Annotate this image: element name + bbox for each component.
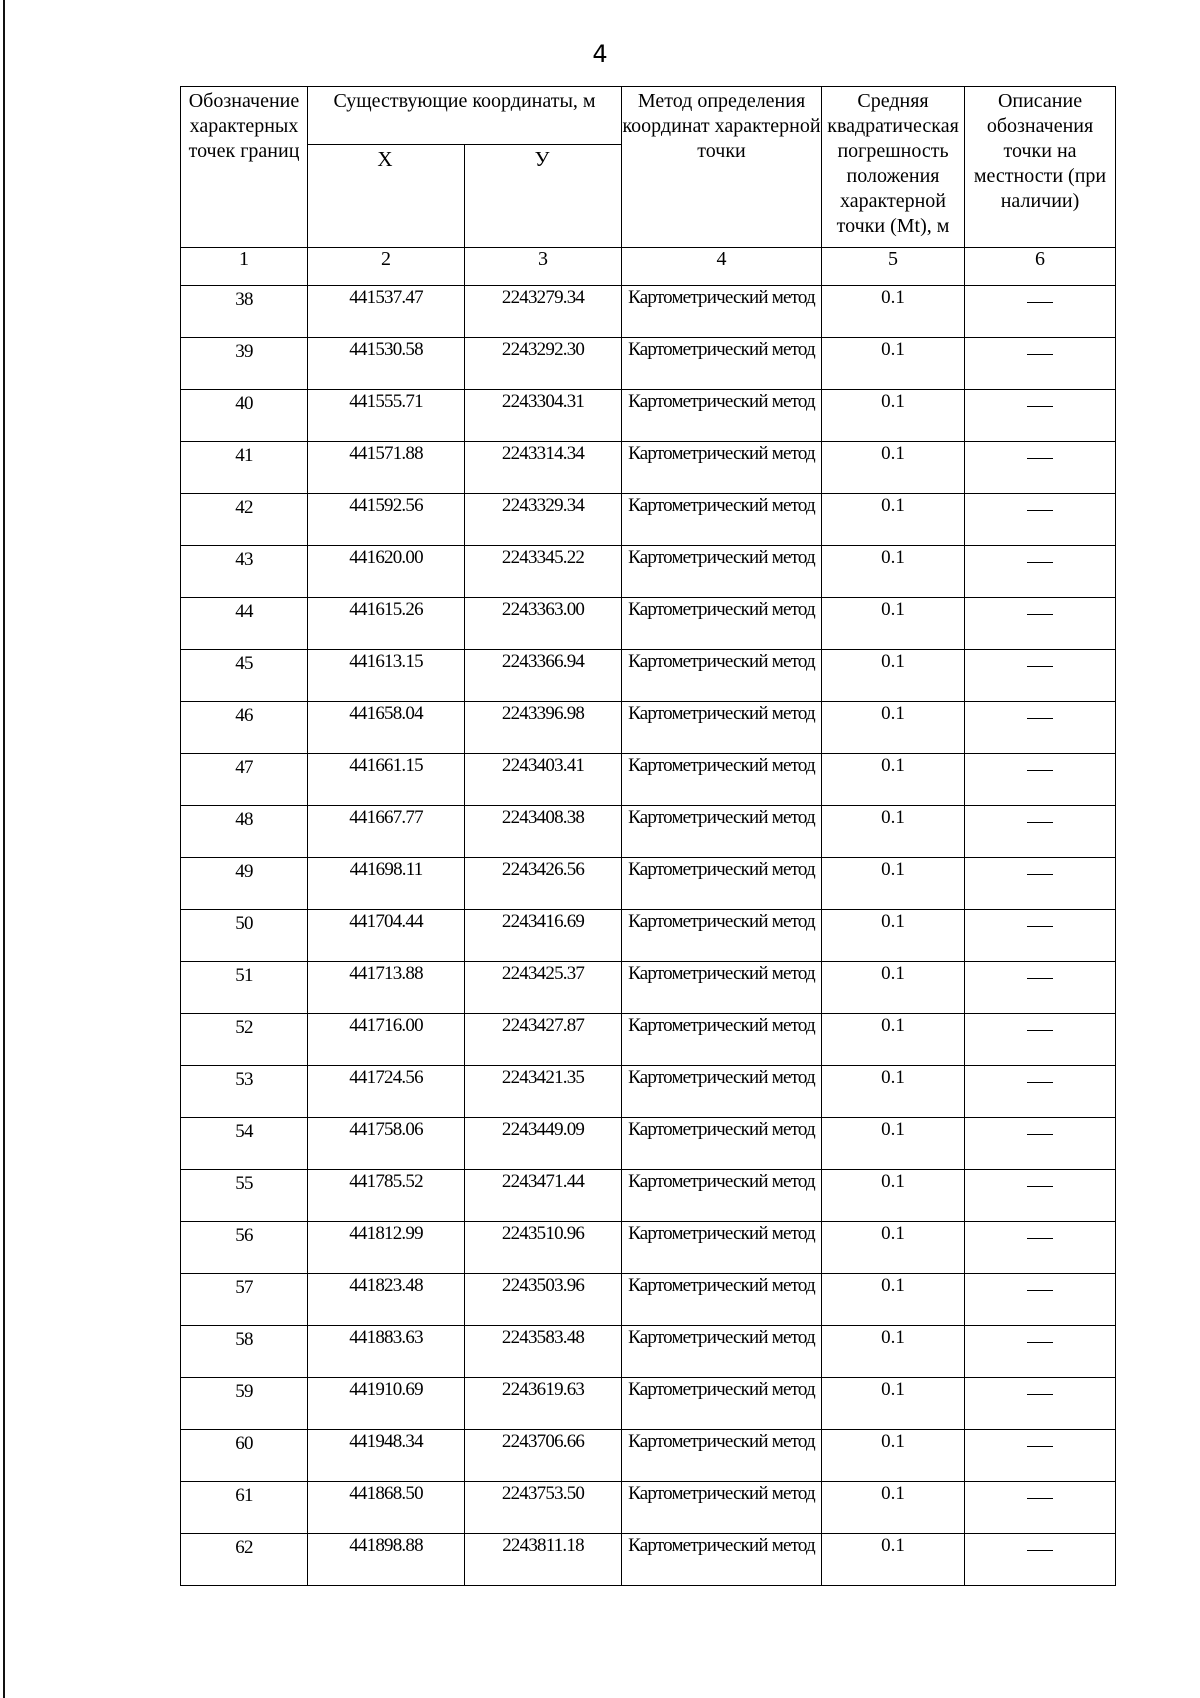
- dash-mark: [1027, 1342, 1053, 1343]
- dash-mark: [1027, 1498, 1053, 1499]
- dash-mark: [1027, 1134, 1053, 1135]
- description-cell: [965, 286, 1116, 338]
- point-number-cell: 50: [181, 910, 308, 962]
- y-coordinate-cell: 2243583.48: [465, 1326, 622, 1378]
- y-coordinate-cell: 2243427.87: [465, 1014, 622, 1066]
- point-number-cell: 62: [181, 1534, 308, 1586]
- table-row: [181, 754, 1116, 806]
- table-row: [181, 1482, 1116, 1534]
- y-coordinate-cell: 2243421.35: [465, 1066, 622, 1118]
- table-row: [181, 1222, 1116, 1274]
- method-cell: Картометрический метод: [622, 754, 822, 806]
- dash-mark: [1027, 666, 1053, 667]
- x-coordinate-cell: 441571.88: [308, 442, 465, 494]
- point-number-cell: 44: [181, 598, 308, 650]
- description-cell: [965, 1534, 1116, 1586]
- column-number: 2: [308, 248, 465, 286]
- dash-mark: [1027, 822, 1053, 823]
- dash-mark: [1027, 614, 1053, 615]
- table-row: [181, 1326, 1116, 1378]
- description-cell: [965, 598, 1116, 650]
- method-cell: Картометрический метод: [622, 910, 822, 962]
- binding-margin-line: [3, 0, 5, 1698]
- mt-cell: 0.1: [822, 702, 965, 754]
- x-coordinate-cell: 441898.88: [308, 1534, 465, 1586]
- method-cell: Картометрический метод: [622, 650, 822, 702]
- y-coordinate-cell: 2243304.31: [465, 390, 622, 442]
- x-coordinate-cell: 441724.56: [308, 1066, 465, 1118]
- method-cell: Картометрический метод: [622, 494, 822, 546]
- point-number-cell: 42: [181, 494, 308, 546]
- table-row: [181, 546, 1116, 598]
- description-cell: [965, 910, 1116, 962]
- point-number-cell: 52: [181, 1014, 308, 1066]
- y-coordinate-cell: 2243510.96: [465, 1222, 622, 1274]
- y-coordinate-cell: 2243363.00: [465, 598, 622, 650]
- x-coordinate-cell: 441823.48: [308, 1274, 465, 1326]
- dash-mark: [1027, 1238, 1053, 1239]
- mt-cell: 0.1: [822, 1014, 965, 1066]
- point-number-cell: 51: [181, 962, 308, 1014]
- point-number-cell: 53: [181, 1066, 308, 1118]
- method-cell: Картометрический метод: [622, 442, 822, 494]
- table-row: [181, 286, 1116, 338]
- column-number: 3: [465, 248, 622, 286]
- dash-mark: [1027, 1550, 1053, 1551]
- point-number-cell: 41: [181, 442, 308, 494]
- mt-cell: 0.1: [822, 1378, 965, 1430]
- point-number-cell: 57: [181, 1274, 308, 1326]
- description-cell: [965, 338, 1116, 390]
- y-coordinate-cell: 2243425.37: [465, 962, 622, 1014]
- mt-cell: 0.1: [822, 910, 965, 962]
- column-number: 5: [822, 248, 965, 286]
- dash-mark: [1027, 1030, 1053, 1031]
- method-cell: Картометрический метод: [622, 1066, 822, 1118]
- mt-cell: 0.1: [822, 546, 965, 598]
- mt-cell: 0.1: [822, 442, 965, 494]
- x-coordinate-cell: 441948.34: [308, 1430, 465, 1482]
- dash-mark: [1027, 562, 1053, 563]
- mt-cell: 0.1: [822, 1326, 965, 1378]
- method-cell: Картометрический метод: [622, 1170, 822, 1222]
- description-cell: [965, 806, 1116, 858]
- table-row: [181, 1274, 1116, 1326]
- table-row: [181, 494, 1116, 546]
- table-row: [181, 650, 1116, 702]
- column-number-row: [181, 248, 1116, 286]
- point-number-cell: 47: [181, 754, 308, 806]
- method-cell: Картометрический метод: [622, 1274, 822, 1326]
- header-mean-square-error: Средняя квадратическая погрешность положения характерной точки (Mt), м: [822, 87, 965, 248]
- y-coordinate-cell: 2243706.66: [465, 1430, 622, 1482]
- x-coordinate-cell: 441615.26: [308, 598, 465, 650]
- table-row: [181, 442, 1116, 494]
- x-coordinate-cell: 441758.06: [308, 1118, 465, 1170]
- point-number-cell: 46: [181, 702, 308, 754]
- y-coordinate-cell: 2243329.34: [465, 494, 622, 546]
- table-body: [181, 286, 1116, 1586]
- table-row: [181, 1430, 1116, 1482]
- mt-cell: 0.1: [822, 1482, 965, 1534]
- description-cell: [965, 390, 1116, 442]
- method-cell: Картометрический метод: [622, 338, 822, 390]
- x-coordinate-cell: 441716.00: [308, 1014, 465, 1066]
- x-coordinate-cell: 441812.99: [308, 1222, 465, 1274]
- table-row: [181, 1066, 1116, 1118]
- dash-mark: [1027, 978, 1053, 979]
- mt-cell: 0.1: [822, 390, 965, 442]
- method-cell: Картометрический метод: [622, 1118, 822, 1170]
- y-coordinate-cell: 2243811.18: [465, 1534, 622, 1586]
- mt-cell: 0.1: [822, 806, 965, 858]
- y-coordinate-cell: 2243619.63: [465, 1378, 622, 1430]
- table-row: [181, 962, 1116, 1014]
- x-coordinate-cell: 441537.47: [308, 286, 465, 338]
- description-cell: [965, 1014, 1116, 1066]
- table-row: [181, 1378, 1116, 1430]
- x-coordinate-cell: 441785.52: [308, 1170, 465, 1222]
- table-row: [181, 702, 1116, 754]
- description-cell: [965, 650, 1116, 702]
- description-cell: [965, 1170, 1116, 1222]
- mt-cell: 0.1: [822, 338, 965, 390]
- dash-mark: [1027, 354, 1053, 355]
- method-cell: Картометрический метод: [622, 806, 822, 858]
- method-cell: Картометрический метод: [622, 1482, 822, 1534]
- x-coordinate-cell: 441698.11: [308, 858, 465, 910]
- x-coordinate-cell: 441620.00: [308, 546, 465, 598]
- y-coordinate-cell: 2243345.22: [465, 546, 622, 598]
- dash-mark: [1027, 926, 1053, 927]
- dash-mark: [1027, 302, 1053, 303]
- x-coordinate-cell: 441658.04: [308, 702, 465, 754]
- x-coordinate-cell: 441530.58: [308, 338, 465, 390]
- mt-cell: 0.1: [822, 286, 965, 338]
- x-coordinate-cell: 441661.15: [308, 754, 465, 806]
- table-row: [181, 910, 1116, 962]
- point-number-cell: 59: [181, 1378, 308, 1430]
- header-existing-coordinates: Существующие координаты, м: [308, 87, 622, 145]
- mt-cell: 0.1: [822, 1066, 965, 1118]
- header-row-top: [181, 87, 1116, 145]
- method-cell: Картометрический метод: [622, 1014, 822, 1066]
- y-coordinate-cell: 2243416.69: [465, 910, 622, 962]
- column-number: 1: [181, 248, 308, 286]
- method-cell: Картометрический метод: [622, 702, 822, 754]
- column-number: 4: [622, 248, 822, 286]
- description-cell: [965, 1066, 1116, 1118]
- page-number: 4: [592, 40, 608, 68]
- method-cell: Картометрический метод: [622, 858, 822, 910]
- x-coordinate-cell: 441910.69: [308, 1378, 465, 1430]
- y-coordinate-cell: 2243292.30: [465, 338, 622, 390]
- dash-mark: [1027, 718, 1053, 719]
- y-coordinate-cell: 2243753.50: [465, 1482, 622, 1534]
- mt-cell: 0.1: [822, 1170, 965, 1222]
- header-y: У: [465, 145, 622, 248]
- header-x: Х: [308, 145, 465, 248]
- dash-mark: [1027, 1186, 1053, 1187]
- point-number-cell: 55: [181, 1170, 308, 1222]
- mt-cell: 0.1: [822, 1534, 965, 1586]
- mt-cell: 0.1: [822, 858, 965, 910]
- table-row: [181, 1014, 1116, 1066]
- description-cell: [965, 754, 1116, 806]
- description-cell: [965, 1430, 1116, 1482]
- y-coordinate-cell: 2243471.44: [465, 1170, 622, 1222]
- coordinates-table: [180, 86, 1116, 1586]
- table-row: [181, 598, 1116, 650]
- point-number-cell: 58: [181, 1326, 308, 1378]
- method-cell: Картометрический метод: [622, 1430, 822, 1482]
- column-number: 6: [965, 248, 1116, 286]
- y-coordinate-cell: 2243366.94: [465, 650, 622, 702]
- x-coordinate-cell: 441883.63: [308, 1326, 465, 1378]
- y-coordinate-cell: 2243314.34: [465, 442, 622, 494]
- table-row: [181, 390, 1116, 442]
- y-coordinate-cell: 2243408.38: [465, 806, 622, 858]
- method-cell: Картометрический метод: [622, 1326, 822, 1378]
- method-cell: Картометрический метод: [622, 546, 822, 598]
- point-number-cell: 56: [181, 1222, 308, 1274]
- description-cell: [965, 702, 1116, 754]
- mt-cell: 0.1: [822, 1118, 965, 1170]
- x-coordinate-cell: 441704.44: [308, 910, 465, 962]
- y-coordinate-cell: 2243396.98: [465, 702, 622, 754]
- table-row: [181, 1170, 1116, 1222]
- x-coordinate-cell: 441667.77: [308, 806, 465, 858]
- description-cell: [965, 1378, 1116, 1430]
- dash-mark: [1027, 510, 1053, 511]
- y-coordinate-cell: 2243403.41: [465, 754, 622, 806]
- mt-cell: 0.1: [822, 1274, 965, 1326]
- point-number-cell: 38: [181, 286, 308, 338]
- description-cell: [965, 1222, 1116, 1274]
- mt-cell: 0.1: [822, 598, 965, 650]
- mt-cell: 0.1: [822, 962, 965, 1014]
- description-cell: [965, 962, 1116, 1014]
- table-row: [181, 1534, 1116, 1586]
- description-cell: [965, 494, 1116, 546]
- point-number-cell: 54: [181, 1118, 308, 1170]
- header-description: Описание обозначения точки на местности (при наличии): [965, 87, 1116, 248]
- mt-cell: 0.1: [822, 1430, 965, 1482]
- dash-mark: [1027, 1394, 1053, 1395]
- x-coordinate-cell: 441613.15: [308, 650, 465, 702]
- x-coordinate-cell: 441592.56: [308, 494, 465, 546]
- method-cell: Картометрический метод: [622, 390, 822, 442]
- description-cell: [965, 858, 1116, 910]
- method-cell: Картометрический метод: [622, 598, 822, 650]
- method-cell: Картометрический метод: [622, 286, 822, 338]
- point-number-cell: 60: [181, 1430, 308, 1482]
- dash-mark: [1027, 406, 1053, 407]
- description-cell: [965, 1274, 1116, 1326]
- mt-cell: 0.1: [822, 494, 965, 546]
- description-cell: [965, 1326, 1116, 1378]
- mt-cell: 0.1: [822, 754, 965, 806]
- table-row: [181, 338, 1116, 390]
- dash-mark: [1027, 458, 1053, 459]
- point-number-cell: 48: [181, 806, 308, 858]
- dash-mark: [1027, 1290, 1053, 1291]
- point-number-cell: 49: [181, 858, 308, 910]
- y-coordinate-cell: 2243426.56: [465, 858, 622, 910]
- mt-cell: 0.1: [822, 1222, 965, 1274]
- table-row: [181, 1118, 1116, 1170]
- method-cell: Картометрический метод: [622, 1222, 822, 1274]
- x-coordinate-cell: 441713.88: [308, 962, 465, 1014]
- dash-mark: [1027, 1446, 1053, 1447]
- description-cell: [965, 546, 1116, 598]
- header-method: Метод определения координат характерной точки: [622, 87, 822, 248]
- dash-mark: [1027, 1082, 1053, 1083]
- description-cell: [965, 1118, 1116, 1170]
- method-cell: Картометрический метод: [622, 962, 822, 1014]
- point-number-cell: 61: [181, 1482, 308, 1534]
- y-coordinate-cell: 2243279.34: [465, 286, 622, 338]
- dash-mark: [1027, 874, 1053, 875]
- header-point-designation: Обозначение характерных точек границ: [181, 87, 308, 248]
- table-row: [181, 858, 1116, 910]
- x-coordinate-cell: 441555.71: [308, 390, 465, 442]
- dash-mark: [1027, 770, 1053, 771]
- x-coordinate-cell: 441868.50: [308, 1482, 465, 1534]
- y-coordinate-cell: 2243449.09: [465, 1118, 622, 1170]
- mt-cell: 0.1: [822, 650, 965, 702]
- y-coordinate-cell: 2243503.96: [465, 1274, 622, 1326]
- description-cell: [965, 1482, 1116, 1534]
- point-number-cell: 43: [181, 546, 308, 598]
- table-row: [181, 806, 1116, 858]
- method-cell: Картометрический метод: [622, 1378, 822, 1430]
- point-number-cell: 40: [181, 390, 308, 442]
- point-number-cell: 45: [181, 650, 308, 702]
- point-number-cell: 39: [181, 338, 308, 390]
- description-cell: [965, 442, 1116, 494]
- method-cell: Картометрический метод: [622, 1534, 822, 1586]
